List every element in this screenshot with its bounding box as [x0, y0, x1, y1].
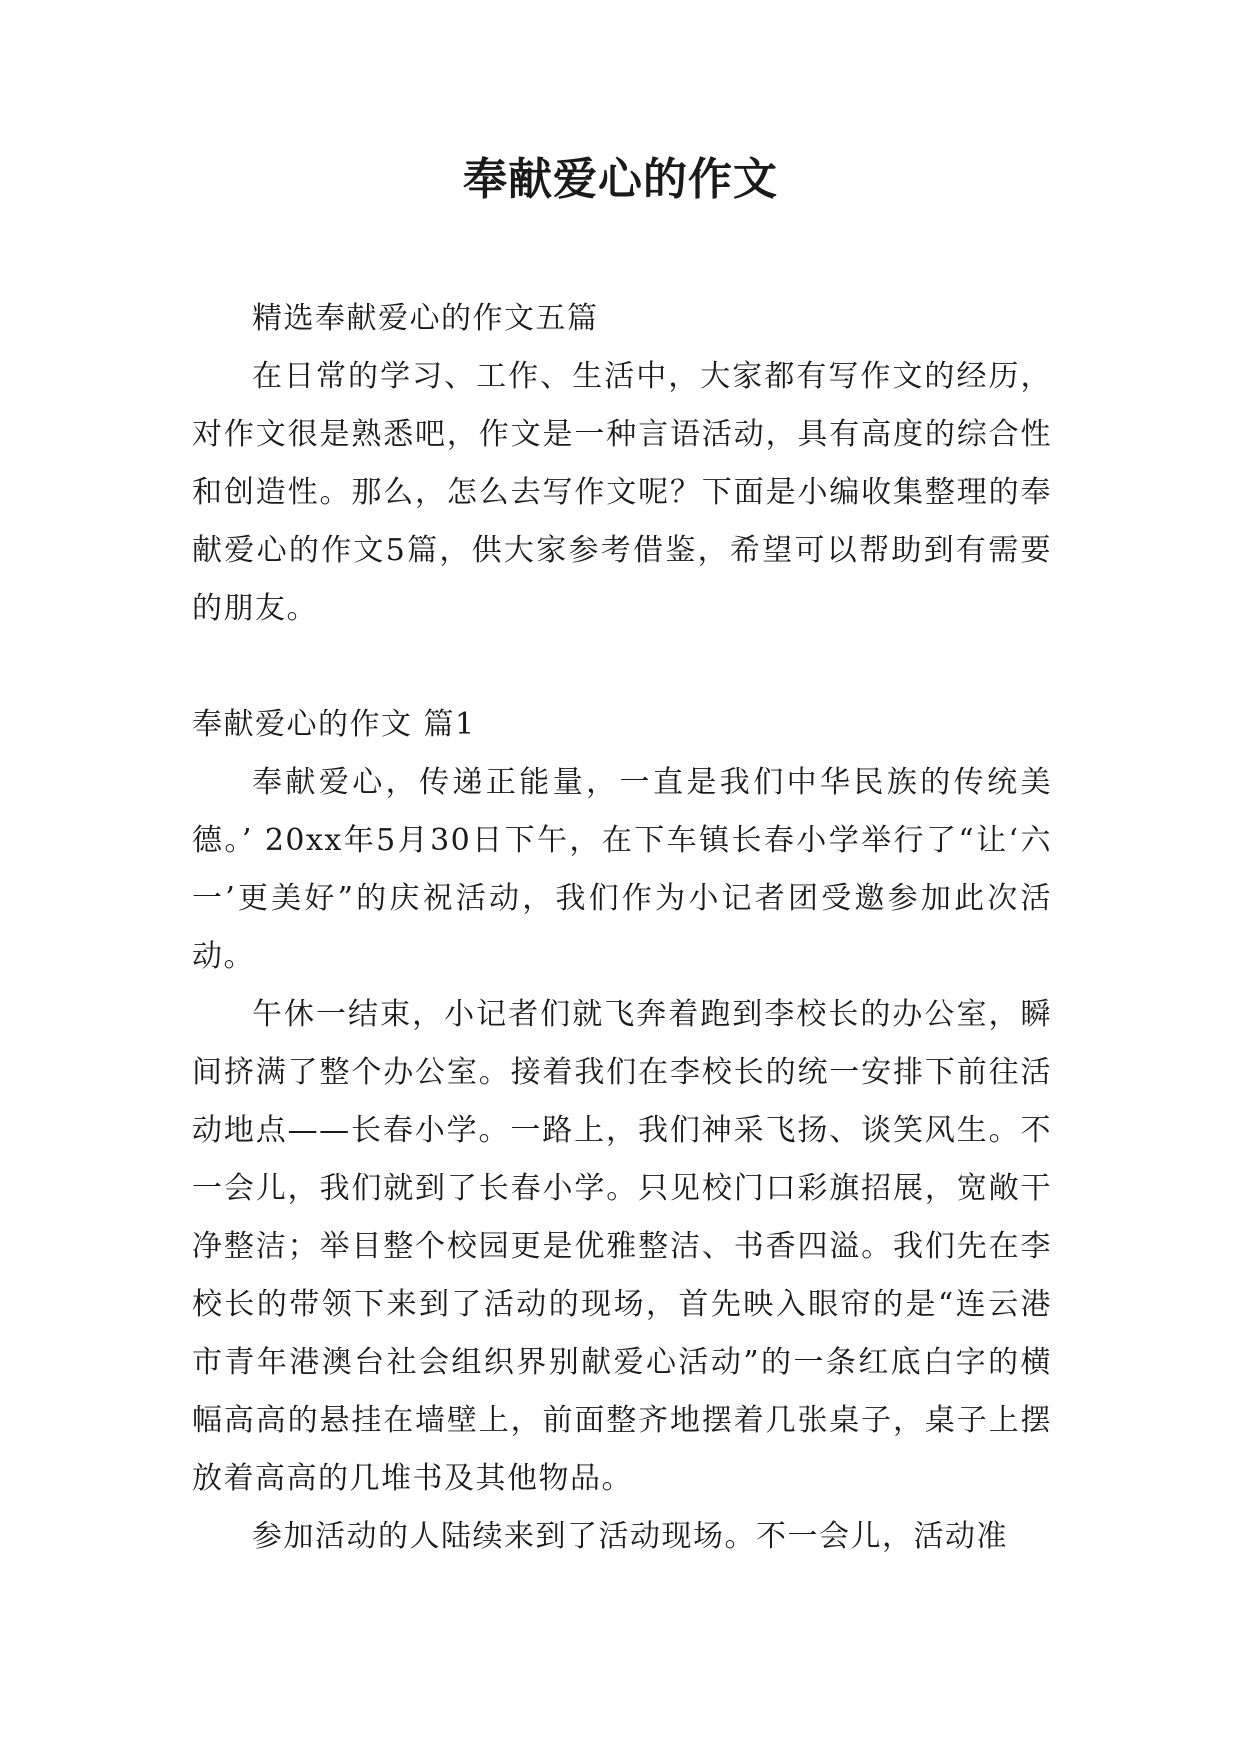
intro-paragraph: 在日常的学习、工作、生活中，大家都有写作文的经历，对作文很是熟悉吧，作文是一种言语活动，具有高度的综合性和创造性。那么，怎么去写作文呢？下面是小编收集整理的奉献爱心的作文5篇，供大家参考借鉴，希望可以帮助到有需要的朋友。: [192, 359, 1052, 626]
section-heading: 奉献爱心的作文 篇1: [192, 707, 476, 742]
document-body: [192, 290, 1052, 1566]
document-title: 奉献爱心的作文: [463, 154, 778, 205]
body-paragraph: 午休一结束，小记者们就飞奔着跑到李校长的办公室，瞬间挤满了整个办公室。接着我们在李校长的统一安排下前往活动地点——长春小学。一路上，我们神采飞扬、谈笑风生。不一会儿，我们就到了长春小学。只见校门口彩旗招展，宽敞干净整洁；举目整个校园更是优雅整洁、书香四溢。我们先在李校长的带领下来到了活动的现场，首先映入眼帘的是“连云港市青年港澳台社会组织界别献爱心活动”的一条红底白字的横幅高高的悬挂在墙壁上，前面整齐地摆着几张桌子，桌子上摆放着高高的几堆书及其他物品。: [192, 997, 1052, 1496]
paragraph-gap: [192, 638, 1052, 696]
subtitle: 精选奉献爱心的作文五篇: [252, 301, 599, 336]
body-paragraph: 参加活动的人陆续来到了活动现场。不一会儿，活动准: [252, 1519, 1008, 1554]
body-paragraph: 奉献爱心，传递正能量，一直是我们中华民族的传统美德。’ 20xx年5月30日下午，在下车镇长春小学举行了“让‘六一’更美好”的庆祝活动，我们作为小记者团受邀参加此次活动。: [192, 765, 1052, 974]
